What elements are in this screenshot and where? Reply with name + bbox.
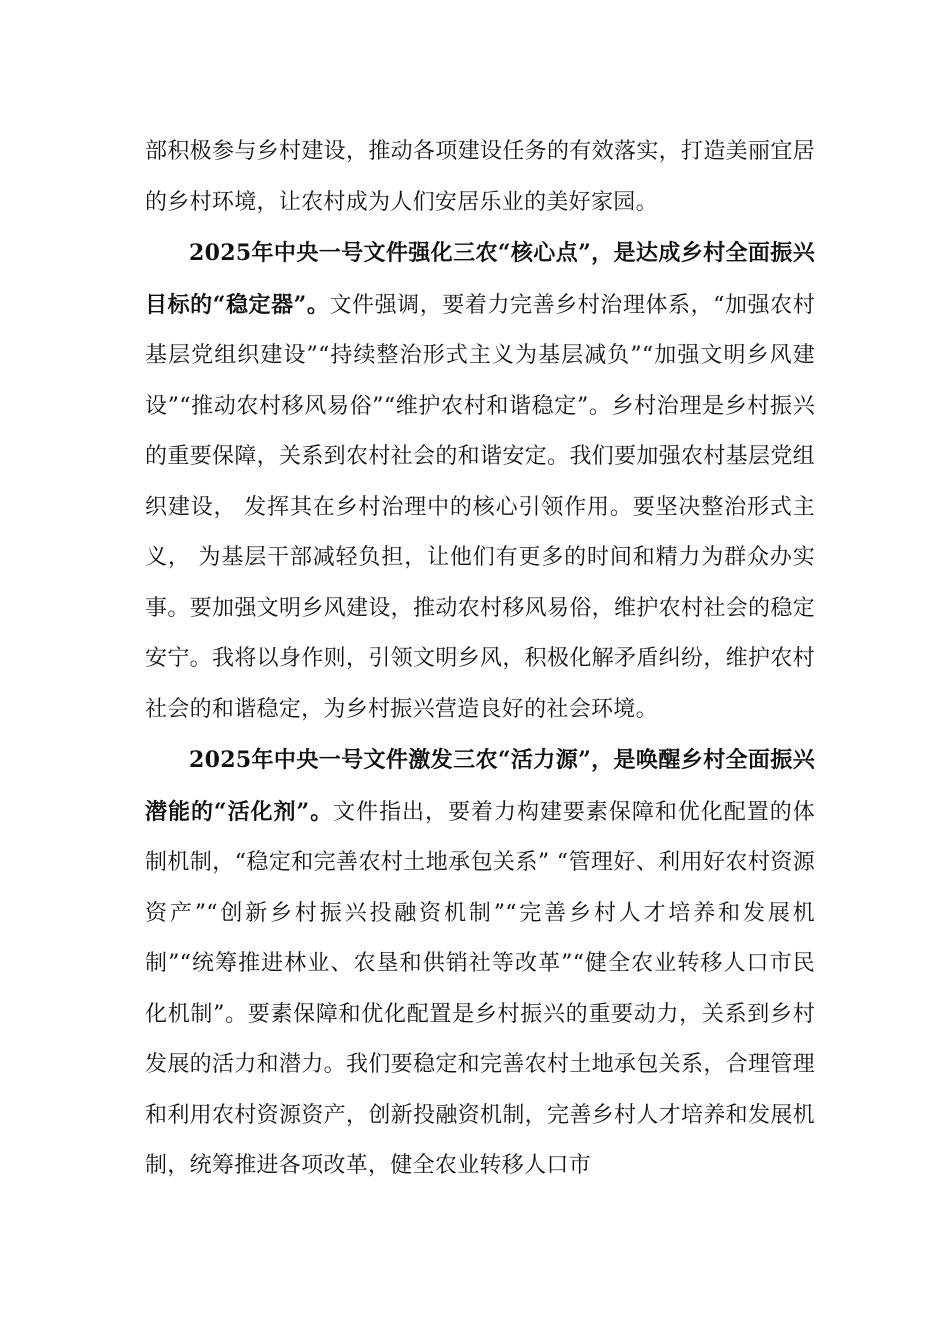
paragraph-lead-bold: 2025年中央一号文件激发三农“活力源”，是唤醒乡村全面振兴潜能的“活化剂”。 — [145, 747, 815, 825]
paragraph-text: 文件强调，要着力完善乡村治理体系，“加强农村基层党组织建设”“持续整治形式主义为基层减负”“加强文明乡风建设”“推动农村移风易俗”“维护农村和谐稳定”。乡村治理是乡村振兴的重要保障，关系到农村社会的和谐安定。我们要加强农村基层党组织建设， 发挥其在乡村治理中的核心引领作用。要坚决整治形式主义， 为基层干部减轻负担，让他们有更多的时间和精力为群众办实事。要加强文明乡风建设，推动农村移风易俗，维护农村社会的稳定安宁。我将以身作则，引领文明乡风，积极化解矛盾纠纷，维护农村社会的和谐稳定，为乡村振兴营造良好的社会环境。 — [145, 292, 815, 722]
document-body — [145, 127, 815, 1192]
paragraph-lead-bold: 2025年中央一号文件强化三农“核心点”，是达成乡村全面振兴目标的“稳定器”。 — [145, 240, 815, 318]
paragraph-continuation — [145, 127, 815, 228]
paragraph-text: 部积极参与乡村建设，推动各项建设任务的有效落实，打造美丽宜居的乡村环境，让农村成为人们安居乐业的美好家园。 — [145, 139, 815, 215]
paragraph-core-point — [145, 228, 815, 735]
paragraph-text: 文件指出，要着力构建要素保障和优化配置的体制机制，“稳定和完善农村土地承包关系” “管理好、利用好农村资源资产”“创新乡村振兴投融资机制”“完善乡村人才培养和发展机制”“统筹推进林业、农垦和供销社等改革”“健全农业转移人口市民化机制”。要素保障和优化配置是乡村振兴的重要动力，关系到乡村发展的活力和潜力。我们要稳定和完善农村土地承包关系，合理管理和利用农村资源资产，创新投融资机制，完善乡村人才培养和发展机制，统筹推进各项改革，健全农业转移人口市 — [145, 799, 815, 1178]
paragraph-vitality-source — [145, 735, 815, 1192]
